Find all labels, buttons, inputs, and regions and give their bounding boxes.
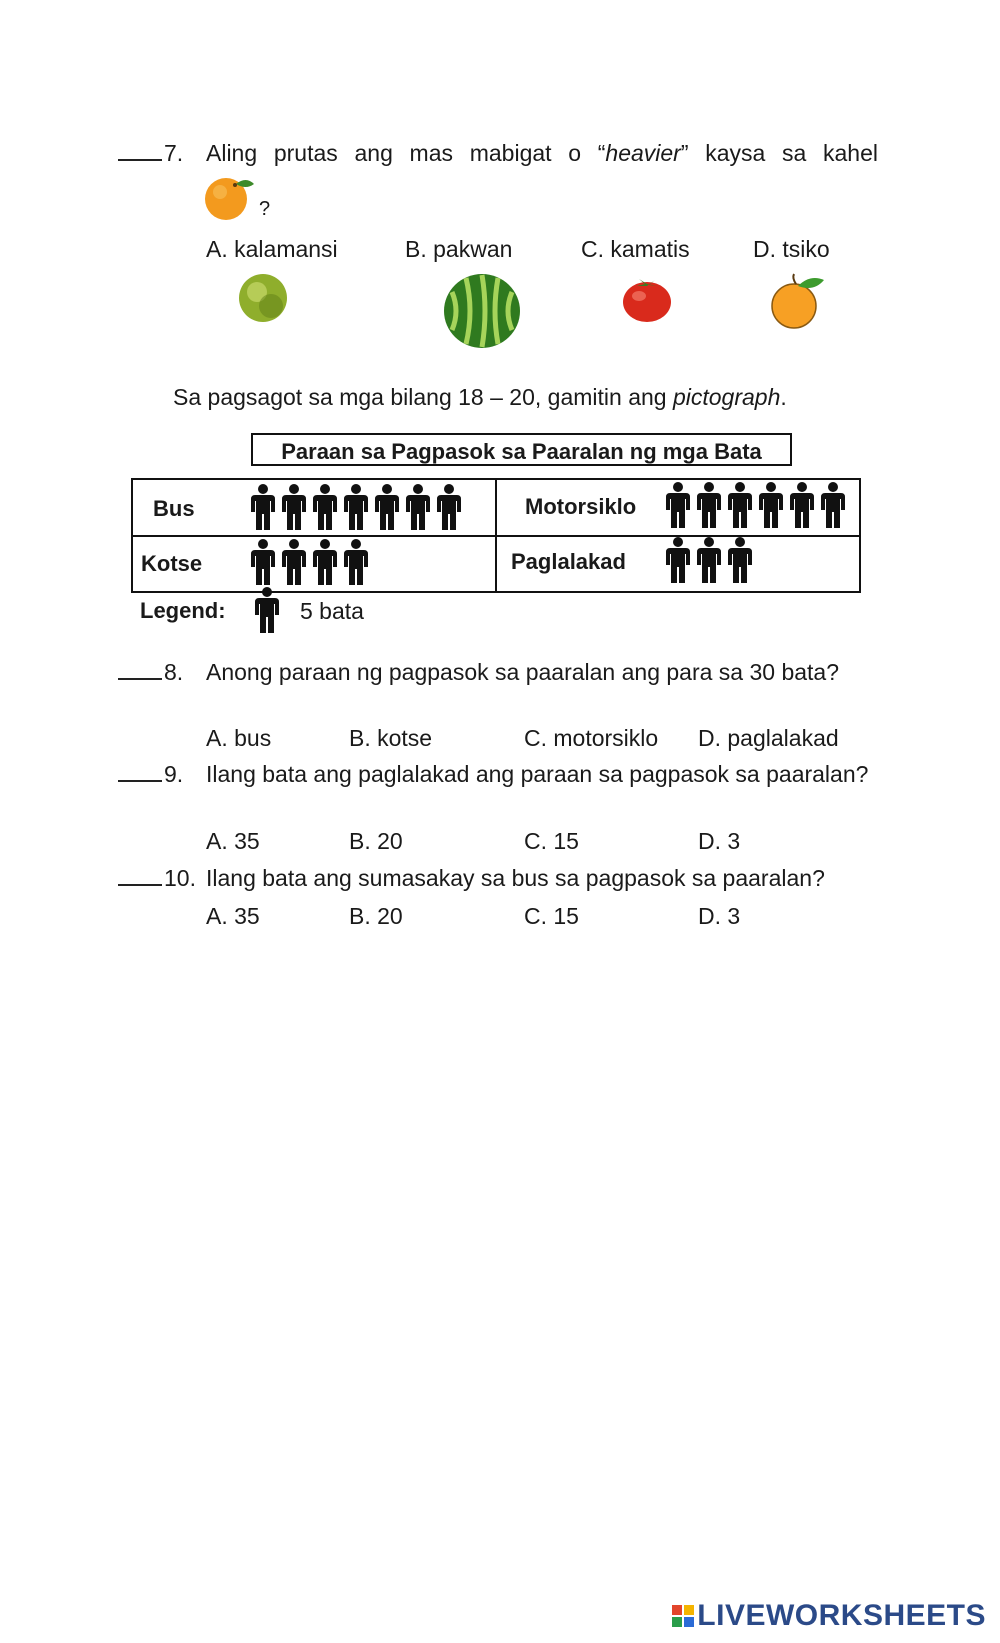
question-7-text-a: Aling prutas ang mas mabigat o “ [206,140,606,166]
person-icon [279,539,309,585]
question-7-text [206,139,878,167]
pictograph-instruction [173,384,853,411]
pictograph-title: Paraan sa Pagpasok sa Paaralan ng mga Bata [251,433,792,466]
row-icons-kotse [248,539,371,585]
liveworksheets-watermark [672,1599,986,1633]
person-icon [725,537,755,583]
question-9-text: Ilang bata ang paglalakad ang paraan sa pagpasok sa paaralan? [206,761,869,787]
person-icon [434,484,464,530]
person-icon [663,482,693,528]
instruction-text-italic: pictograph [672,384,781,410]
question-8-choices [206,725,906,755]
person-icon [756,482,786,528]
watermelon-icon [442,272,522,350]
row-label-bus: Bus [153,496,195,521]
question-7-choices [206,236,906,266]
question-10-text: Ilang bata ang sumasakay sa bus sa pagpasok sa paaralan? [206,865,825,891]
person-icon [248,484,278,530]
row-icons-motorsiklo [663,482,848,528]
question-8-number: 8. [164,659,184,685]
q8-choice-d[interactable]: D. paglalakad [698,725,839,751]
question-7-number: 7. [164,140,184,166]
q8-choice-b[interactable]: B. kotse [349,725,433,751]
question-10-number-wrap [118,864,206,892]
legend-person-icon [252,587,282,633]
question-7-number-wrap [118,139,206,167]
q7-choice-d[interactable]: D. tsiko [753,236,830,262]
legend-label: Legend: [140,598,226,623]
person-icon [787,482,817,528]
q7-choice-c[interactable]: C. kamatis [581,236,690,262]
person-icon [663,537,693,583]
question-9-number-wrap [118,760,206,788]
question-8-text: Anong paraan ng pagpasok sa paaralan ang para sa 30 bata? [206,659,840,685]
person-icon [725,482,755,528]
person-icon [310,539,340,585]
row-label-motorsiklo: Motorsiklo [525,494,637,519]
question-9-number: 9. [164,761,184,787]
question-8 [118,658,878,716]
q9-choice-d[interactable]: D. 3 [698,828,741,854]
legend-value: 5 bata [300,598,364,624]
tomato-icon [621,274,673,324]
person-icon [341,539,371,585]
question-7-mark: ? [259,198,271,220]
answer-blank-7[interactable] [118,145,162,161]
q10-choice-b[interactable]: B. 20 [349,903,403,929]
answer-blank-8[interactable] [118,664,162,680]
q7-choice-b[interactable]: B. pakwan [405,236,513,262]
person-icon [818,482,848,528]
person-icon [310,484,340,530]
question-7-text-italic: heavier [605,140,681,166]
row-icons-bus [248,484,464,530]
question-9 [118,760,878,818]
liveworksheets-logo-icon [672,1605,694,1627]
chico-icon [768,272,828,332]
pictograph-table [131,478,861,593]
calamansi-icon [237,272,289,324]
row-label-kotse: Kotse [141,551,203,576]
person-icon [372,484,402,530]
answer-blank-9[interactable] [118,766,162,782]
question-10-number: 10. [164,865,196,891]
person-icon [694,482,724,528]
q9-choice-c[interactable]: C. 15 [524,828,579,854]
person-icon [341,484,371,530]
instruction-text-b: . [780,384,787,410]
person-icon [694,537,724,583]
q10-choice-d[interactable]: D. 3 [698,903,741,929]
question-8-number-wrap [118,658,206,686]
answer-blank-10[interactable] [118,870,162,886]
instruction-text-a: Sa pagsagot sa mga bilang 18 – 20, gamitin ang [173,384,673,410]
q8-choice-a[interactable]: A. bus [206,725,272,751]
q10-choice-a[interactable]: A. 35 [206,903,260,929]
question-7-text-b: ” kaysa sa kahel [680,140,878,166]
q9-choice-b[interactable]: B. 20 [349,828,403,854]
orange-icon [202,172,258,222]
question-9-choices [206,828,906,858]
q7-choice-a[interactable]: A. kalamansi [206,236,338,262]
question-10 [118,864,878,894]
q10-choice-c[interactable]: C. 15 [524,903,579,929]
person-icon [248,539,278,585]
watermark-text: LIVEWORKSHEETS [697,1599,986,1632]
row-icons-paglalakad [663,537,755,583]
person-icon [403,484,433,530]
q8-choice-c[interactable]: C. motorsiklo [524,725,659,751]
question-10-choices [206,903,906,933]
row-label-paglalakad: Paglalakad [511,549,626,574]
person-icon [279,484,309,530]
q9-choice-a[interactable]: A. 35 [206,828,260,854]
